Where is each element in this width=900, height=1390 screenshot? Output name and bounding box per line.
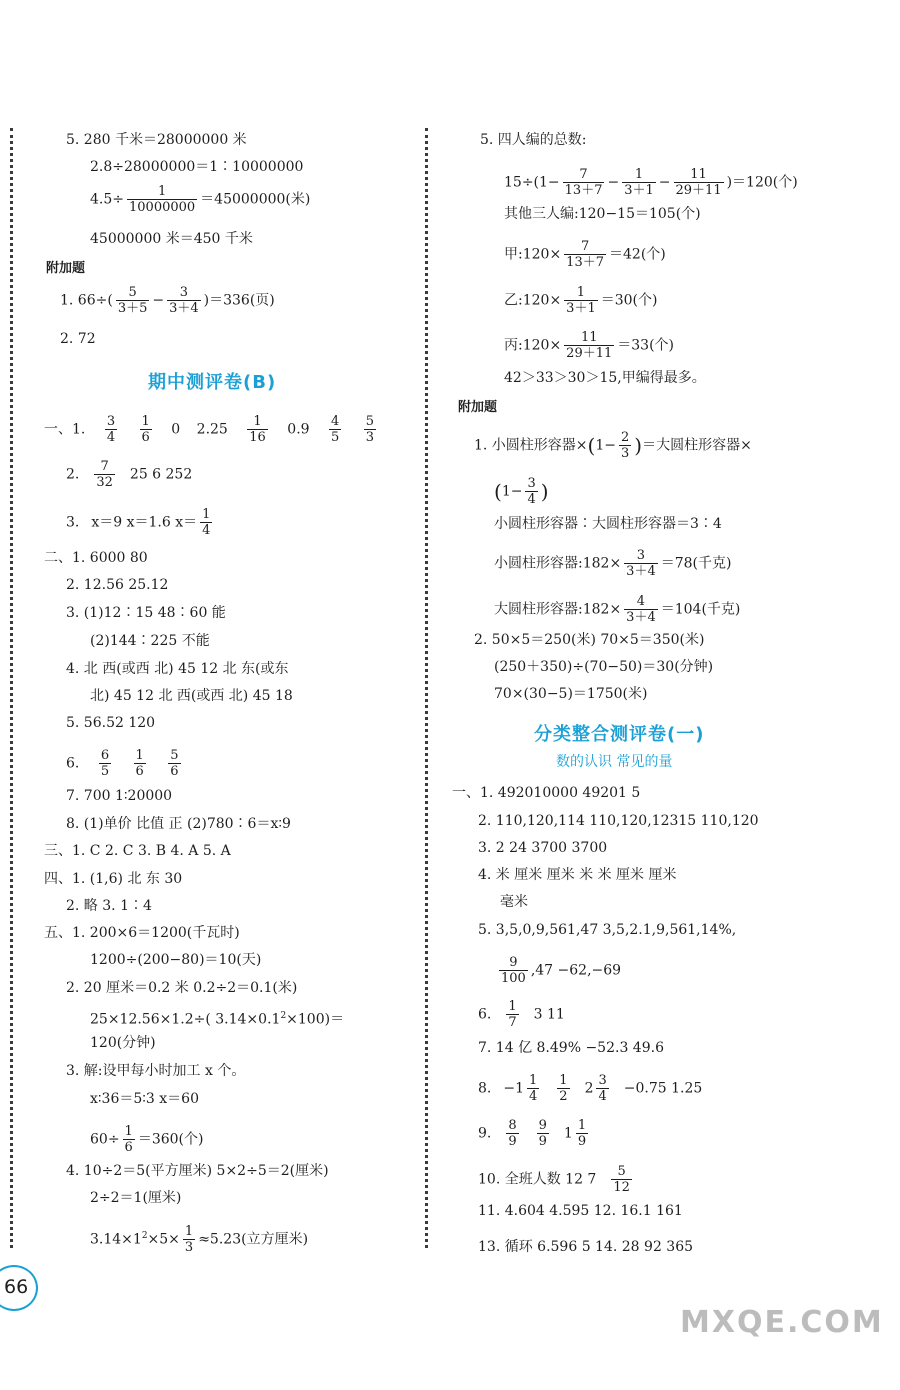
answer-line: 二、1. 6000 80 — [44, 550, 148, 566]
fraction: $\frac{9}{100}$ — [501, 955, 526, 986]
answer-line: $3.14\times 1^2\times 5\times$ $\frac{1}{3}$ ≈5.23(立方厘米) — [90, 1224, 309, 1255]
answer-line: 45000000 米＝450 千米 — [90, 231, 253, 247]
answer-line: 2. 略 3. 1∶4 — [66, 898, 152, 914]
fraction: $\frac{1}{3+1}$ — [624, 167, 654, 198]
section-subtitle: 数的认识 常见的量 — [556, 754, 673, 770]
answer-line: (1− $\frac{3}{4}$ ) — [494, 476, 549, 507]
answer-line: 5. 3,5,0,9,561,47 3,5,2.1,9,561,14%, — [478, 922, 737, 938]
left-binding-dots — [10, 128, 13, 1248]
fraction: $\frac{11}{29+11}$ — [566, 330, 613, 361]
fraction: $\frac{1}{10000000}$ — [129, 184, 196, 215]
answer-line: 3. x＝9 x＝1.6 x＝ $\frac{1}{4}$ — [66, 507, 211, 538]
answer-line: 6. $\frac{1}{7}$ 3 11 — [478, 999, 565, 1030]
answer-line: 2. 12.56 25.12 — [66, 577, 169, 593]
answer-line: 1. 66÷( $\frac{5}{3+5}$ − $\frac{3}{3+4}$ )＝336(页) — [60, 285, 275, 316]
answer-line: 2. 50×5＝250(米) 70×5＝350(米) — [474, 632, 705, 648]
answer-line: 8. −1 $\frac{1}{4}$ $\frac{1}{2}$ 2 $\frac{3}{4}$ −0.75 1.25 — [478, 1073, 703, 1104]
fraction: $\frac{3}{3+4}$ — [626, 548, 656, 579]
fraction: $\frac{5}{3}$ — [365, 414, 375, 445]
answer-line: 9. $\frac{8}{9}$ $\frac{9}{9}$ 1 $\frac{1}{9}$ — [478, 1118, 587, 1149]
fraction: $\frac{3}{4}$ — [598, 1073, 607, 1104]
fraction: $\frac{3}{4}$ — [527, 476, 536, 507]
fraction: $\frac{1}{3}$ — [184, 1224, 194, 1255]
answer-line: 大圆柱形容器:182× $\frac{4}{3+4}$ ＝104(千克) — [494, 594, 741, 625]
middle-binding-dots — [425, 128, 428, 1248]
fraction: $\frac{1}{9}$ — [577, 1118, 587, 1149]
answer-line: 15÷(1− $\frac{7}{13+7}$ − $\frac{1}{3+1}$ − $\frac{11}{29+11}$ )＝120(个) — [504, 167, 798, 198]
answer-line: 5. 280 千米＝28000000 米 — [66, 132, 247, 148]
answer-line: 2.8÷28000000＝1∶10000000 — [90, 159, 304, 175]
answer-line: 7. 14 亿 8.49% −52.3 49.6 — [478, 1040, 664, 1056]
fraction: $\frac{5}{12}$ — [613, 1164, 630, 1195]
fraction: $\frac{5}{6}$ — [170, 748, 179, 779]
fraction: $\frac{7}{13+7}$ — [564, 167, 603, 198]
answer-line: 10. 全班人数 12 7 $\frac{5}{12}$ — [478, 1164, 630, 1195]
fraction: $\frac{1}{6}$ — [141, 414, 150, 445]
fraction: $\frac{7}{13+7}$ — [566, 239, 604, 270]
answer-line: 甲:120× $\frac{7}{13+7}$ ＝42(个) — [504, 239, 666, 270]
answer-line: x∶36＝5∶3 x＝60 — [90, 1091, 199, 1107]
answer-line: 丙:120× $\frac{11}{29+11}$ ＝33(个) — [504, 330, 675, 361]
answer-line: 70×(30−5)＝1750(米) — [494, 686, 648, 702]
fraction: $\frac{1}{4}$ — [202, 507, 211, 538]
fraction: $\frac{1}{6}$ — [135, 748, 144, 779]
answer-line: 25×12.56×1.2÷( $3.14\times 0.1^2\times 100)=$ — [90, 1011, 345, 1028]
answer-line: 三、1. C 2. C 3. B 4. A 5. A — [44, 843, 231, 859]
answer-line: 1200÷(200−80)＝10(天) — [90, 952, 262, 968]
fraction: $\frac{6}{5}$ — [100, 748, 110, 779]
answer-line: 4.5÷ $\frac{1}{10000000}$ ＝45000000(米) — [90, 184, 311, 215]
fraction: $\frac{3}{4}$ — [106, 414, 116, 445]
answer-line: 北) 45 12 北 西(或西 北) 45 18 — [90, 688, 293, 704]
answer-line: 小圆柱形容器:182× $\frac{3}{3+4}$ ＝78(千克) — [494, 548, 732, 579]
section-title: 分类整合测评卷(一) — [534, 724, 705, 745]
answer-line: 四、1. (1,6) 北 东 30 — [44, 871, 183, 887]
answer-line: 乙:120× $\frac{1}{3+1}$ ＝30(个) — [504, 285, 658, 316]
answer-line: 8. (1)单价 比值 正 (2)780∶6＝x∶9 — [66, 816, 291, 832]
answer-line: 毫米 — [500, 894, 528, 910]
fraction: $\frac{4}{3+4}$ — [626, 594, 656, 625]
section-title: 期中测评卷(B) — [148, 372, 277, 393]
answer-line: 4. 北 西(或西 北) 45 12 北 东(或东 — [66, 661, 289, 677]
answer-line: 4. 米 厘米 厘米 米 米 厘米 厘米 — [478, 867, 677, 883]
answer-line: 小圆柱形容器∶大圆柱形容器＝3∶4 — [494, 516, 722, 532]
fraction: $\frac{1}{3+1}$ — [566, 285, 596, 316]
fraction: $\frac{8}{9}$ — [508, 1118, 517, 1149]
answer-line: 4. 10÷2＝5(平方厘米) 5×2÷5＝2(厘米) — [66, 1163, 329, 1179]
answer-line: $\frac{9}{100}$ ,47 −62,−69 — [501, 955, 622, 986]
answer-line: 120(分钟) — [90, 1035, 156, 1051]
fraction: $\frac{2}{3}$ — [621, 430, 630, 461]
fraction: $\frac{1}{2}$ — [559, 1073, 568, 1104]
answer-line: 2. 72 — [60, 331, 96, 347]
answer-line: 五、1. 200×6＝1200(千瓦时) — [44, 925, 240, 941]
answer-line: 3. (1)12∶15 48∶60 能 — [66, 605, 226, 621]
answer-line: 2. 110,120,114 110,120,12315 110,120 — [478, 813, 759, 829]
answer-line: 3. 2 24 3700 3700 — [478, 840, 608, 856]
fraction: $\frac{9}{9}$ — [538, 1118, 547, 1149]
answer-line: (2)144∶225 不能 — [90, 633, 210, 649]
answer-line: 60÷ $\frac{1}{6}$ ＝360(个) — [90, 1124, 204, 1155]
answer-line: 一、1. $\frac{3}{4}$ $\frac{1}{6}$ 0 2.25 $\frac{1}{16}$ 0.9 $\frac{4}{5}$ $\frac{5}{3}$ — [44, 414, 375, 445]
fraction: $\frac{1}{7}$ — [508, 999, 517, 1030]
fraction: $\frac{5}{3+5}$ — [117, 285, 148, 316]
page-number-badge: 66 — [0, 1265, 38, 1311]
answer-line: 7. 700 1∶20000 — [66, 788, 173, 804]
fraction: $\frac{4}{5}$ — [331, 414, 340, 445]
fraction: $\frac{3}{3+4}$ — [169, 285, 199, 316]
fraction: $\frac{1}{6}$ — [124, 1124, 133, 1155]
answer-line: 2. $\frac{7}{32}$ 25 6 252 — [66, 459, 193, 490]
answer-line: 42＞33＞30＞15,甲编得最多。 — [504, 370, 706, 386]
answer-line: 1. 小圆柱形容器×(1− $\frac{2}{3}$ )＝大圆柱形容器× — [474, 430, 752, 461]
answer-line: 一、1. 492010000 49201 5 — [452, 785, 641, 801]
answer-line: 5. 四人编的总数: — [480, 132, 587, 148]
answer-line: (250＋350)÷(70−50)＝30(分钟) — [494, 659, 714, 675]
answer-line: 其他三人编:120−15＝105(个) — [504, 206, 701, 222]
answer-line: 6. $\frac{6}{5}$ $\frac{1}{6}$ $\frac{5}{6}$ — [66, 748, 179, 779]
fraction: $\frac{7}{32}$ — [96, 459, 113, 490]
answer-line: 2. 20 厘米＝0.2 米 0.2÷2＝0.1(米) — [66, 980, 298, 996]
section-heading-fujia: 附加题 — [458, 400, 498, 415]
watermark: MXQE.COM — [680, 1305, 884, 1340]
answer-line: 2÷2＝1(厘米) — [90, 1190, 182, 1206]
answer-line: 11. 4.604 4.595 12. 16.1 161 — [478, 1203, 683, 1219]
answer-line: 3. 解:设甲每小时加工 x 个。 — [66, 1063, 246, 1079]
fraction: $\frac{11}{29+11}$ — [675, 167, 722, 198]
answer-line: 13. 循环 6.596 5 14. 28 92 365 — [478, 1239, 694, 1255]
fraction: $\frac{1}{16}$ — [249, 414, 266, 445]
section-heading-fujia: 附加题 — [46, 261, 86, 276]
answer-line: 5. 56.52 120 — [66, 715, 156, 731]
fraction: $\frac{1}{4}$ — [529, 1073, 538, 1104]
